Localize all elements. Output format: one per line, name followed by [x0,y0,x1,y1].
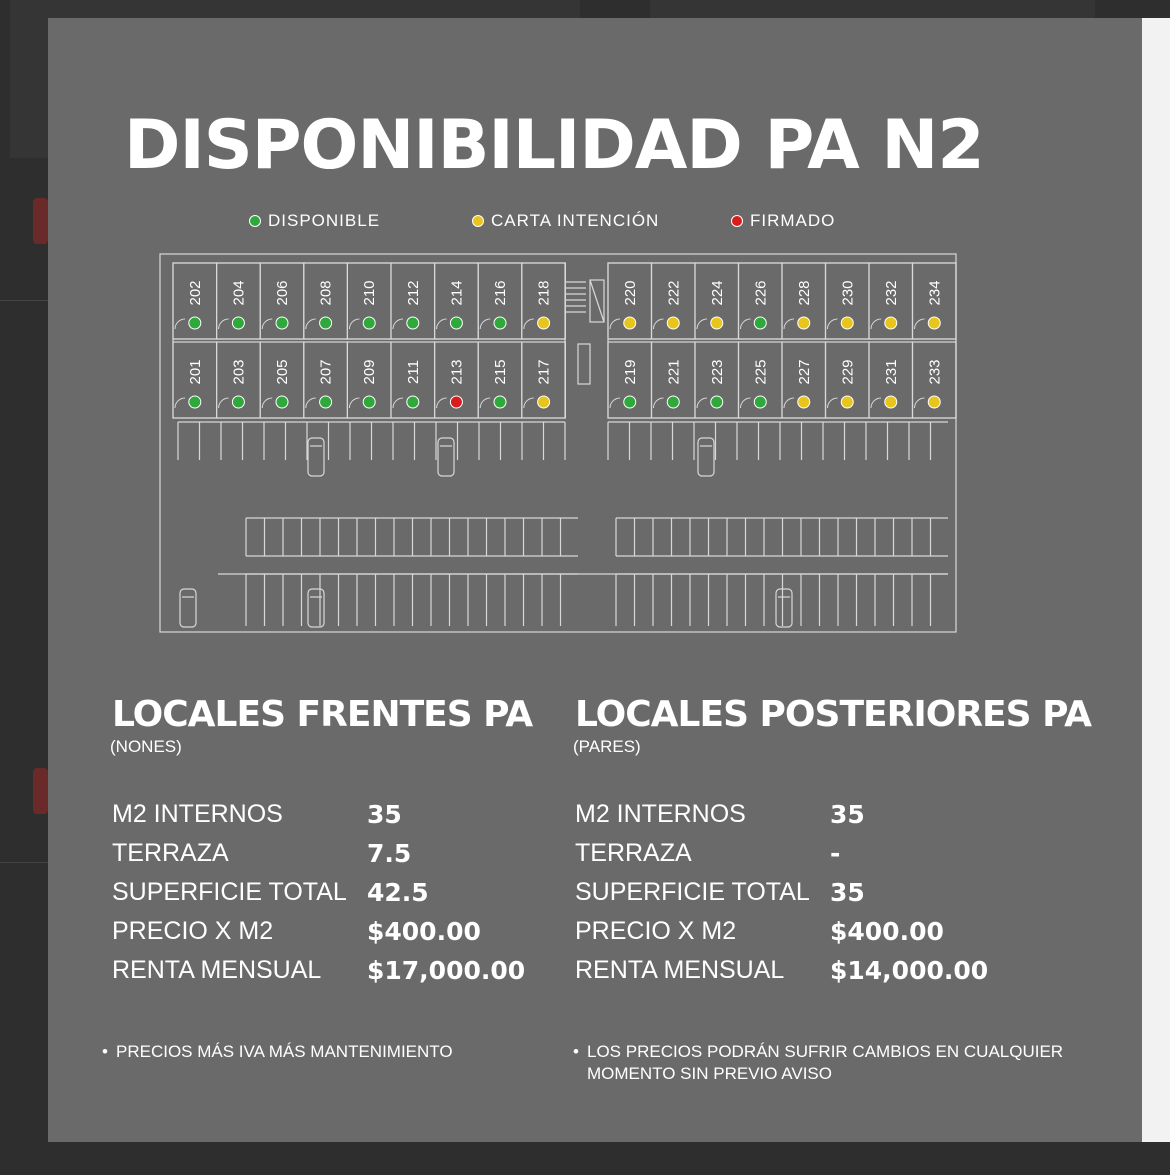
door-icon [915,398,925,408]
status-dot-disponible [232,317,244,329]
unit-229 [826,342,870,418]
door-icon [524,319,534,329]
car-icon [438,438,454,476]
door-icon [828,319,838,329]
unit-number: 233 [926,359,944,385]
status-dot-carta [667,317,679,329]
background-icon [33,768,48,814]
spec-label: TERRAZA [575,839,692,867]
car-icon [180,589,196,627]
background-panel [650,0,1095,18]
unit-218 [522,263,566,339]
status-dot-disponible [494,317,506,329]
status-dot-disponible [276,317,288,329]
door-icon [784,398,794,408]
door-icon [915,319,925,329]
spec-label: SUPERFICIE TOTAL [112,878,347,906]
unit-number: 222 [665,280,683,306]
unit-number: 211 [404,360,422,384]
door-icon [480,398,490,408]
unit-number: 216 [492,280,509,306]
unit-number: 206 [274,280,291,306]
unit-224 [695,263,739,339]
door-icon [741,398,751,408]
status-dot-carta [841,317,853,329]
poster-title: DISPONIBILIDAD PA N2 [124,106,984,185]
spec-value: 42.5 [367,878,429,907]
unit-number: 220 [621,280,639,306]
door-icon [349,398,359,408]
unit-208 [304,263,348,339]
door-icon [219,319,229,329]
door-icon [871,319,881,329]
status-dot-carta [624,317,636,329]
bullet-icon: • [102,1042,108,1061]
unit-232 [869,263,913,339]
unit-215 [478,342,522,418]
unit-225 [739,342,783,418]
car-icon [308,589,324,627]
unit-212 [391,263,435,339]
spec-value: $400.00 [367,917,481,946]
unit-number: 204 [230,280,248,306]
spec-value: $14,000.00 [830,956,989,985]
status-dot-carta [798,317,810,329]
unit-222 [652,263,696,339]
status-dot-carta [798,396,810,408]
unit-226 [739,263,783,339]
door-icon [697,398,707,408]
door-icon [175,398,185,408]
unit-number: 205 [274,359,291,385]
unit-211 [391,342,435,418]
door-icon [437,319,447,329]
left-section-subtitle: (NONES) [110,737,182,756]
door-icon [262,398,272,408]
legend-label: CARTA INTENCIÓN [491,211,660,230]
door-icon [654,319,664,329]
unit-number: 228 [795,280,813,306]
unit-number: 219 [621,359,639,385]
door-icon [741,319,751,329]
door-icon [871,398,881,408]
green-dot-icon [249,215,261,227]
unit-221 [652,342,696,418]
status-dot-carta [711,317,723,329]
door-icon [219,398,229,408]
door-icon [262,319,272,329]
parking-row-middle-right [616,518,948,556]
unit-219 [608,342,652,418]
status-dot-disponible [320,396,332,408]
unit-209 [347,342,391,418]
car-icon [308,438,324,476]
parking-row-middle-left [246,518,578,556]
door-icon [393,398,403,408]
spec-value: 7.5 [367,839,412,868]
spec-value: $17,000.00 [367,956,526,985]
unit-205 [260,342,304,418]
unit-number: 214 [448,280,466,306]
status-dot-disponible [363,317,375,329]
unit-number: 230 [839,280,857,306]
unit-number: 232 [882,280,900,306]
spec-value: - [830,839,841,868]
parking-row-upper-left [178,422,565,460]
unit-number: 226 [752,280,770,306]
door-icon [610,398,620,408]
unit-number: 225 [752,359,770,385]
unit-227 [782,342,826,418]
door-icon [349,319,359,329]
left-section-title: LOCALES FRENTES PA [112,694,533,735]
unit-201 [173,342,217,418]
spec-value: 35 [830,800,865,829]
status-dot-carta [885,396,897,408]
unit-number: 212 [404,280,422,306]
unit-210 [347,263,391,339]
legend-item-firmado [731,211,835,231]
unit-number: 227 [795,359,813,385]
unit-number: 224 [708,280,726,306]
door-icon [437,398,447,408]
background-divider [0,300,48,301]
unit-number: 208 [317,280,335,306]
unit-number: 210 [361,280,379,306]
spec-label: RENTA MENSUAL [575,956,785,984]
bullet-icon: • [573,1042,579,1061]
floor-plan [158,252,958,634]
legend-item-carta-intencion [472,211,659,231]
door-icon [393,319,403,329]
unit-231 [869,342,913,418]
red-dot-icon [731,215,743,227]
unit-number: 217 [535,359,553,385]
door-icon [610,319,620,329]
spec-value: 35 [830,878,865,907]
door-icon [306,398,316,408]
unit-233 [913,342,957,418]
status-dot-disponible [189,317,201,329]
unit-number: 218 [535,280,553,306]
unit-number: 234 [926,280,944,306]
spec-label: PRECIO X M2 [575,917,737,945]
status-dot-disponible [232,396,244,408]
status-dot-disponible [363,396,375,408]
status-dot-disponible [450,317,462,329]
spec-label: M2 INTERNOS [575,800,746,828]
unit-203 [217,342,261,418]
right-section-title: LOCALES POSTERIORES PA [575,694,1092,735]
unit-204 [217,263,261,339]
unit-number: 229 [839,359,857,385]
status-legend [48,211,1142,233]
right-note [573,1041,1077,1085]
unit-230 [826,263,870,339]
status-dot-carta [885,317,897,329]
door-icon [654,398,664,408]
car-icon [698,438,714,476]
status-dot-firmado [450,396,462,408]
status-dot-carta [538,317,550,329]
unit-214 [435,263,479,339]
background-icon [33,198,48,244]
door-icon [175,319,185,329]
background-scroll-area [1142,18,1170,1142]
status-dot-disponible [754,317,766,329]
unit-number: 207 [317,359,335,385]
unit-number: 231 [882,359,900,385]
status-dot-disponible [407,396,419,408]
background-divider [0,862,48,863]
unit-217 [522,342,566,418]
unit-216 [478,263,522,339]
parking-row-upper-right [608,422,948,460]
unit-number: 209 [361,359,379,385]
status-dot-carta [538,396,550,408]
yellow-dot-icon [472,215,484,227]
door-icon [306,319,316,329]
status-dot-disponible [189,396,201,408]
unit-number: 202 [186,280,204,306]
unit-number: 223 [708,359,726,385]
unit-number: 215 [492,359,509,385]
spec-label: TERRAZA [112,839,229,867]
plan-boundary [160,254,956,632]
spec-value: $400.00 [830,917,944,946]
left-note [102,1041,516,1063]
status-dot-disponible [407,317,419,329]
car-icon [776,589,792,627]
unit-223 [695,342,739,418]
spec-label: RENTA MENSUAL [112,956,322,984]
status-dot-disponible [320,317,332,329]
note-text: LOS PRECIOS PODRÁN SUFRIR CAMBIOS EN CUALQUIER MOMENTO SIN PREVIO AVISO [587,1042,1064,1083]
status-dot-disponible [754,396,766,408]
spec-value: 35 [367,800,402,829]
note-text: PRECIOS MÁS IVA MÁS MANTENIMIENTO [116,1042,453,1061]
door-icon [784,319,794,329]
legend-label: FIRMADO [750,211,836,230]
parking-row-lower-left [246,574,578,626]
unit-206 [260,263,304,339]
status-dot-disponible [494,396,506,408]
door-icon [697,319,707,329]
spec-label: PRECIO X M2 [112,917,274,945]
unit-207 [304,342,348,418]
status-dot-carta [928,396,940,408]
legend-item-disponible [249,211,380,231]
unit-213 [435,342,479,418]
status-dot-disponible [667,396,679,408]
status-dot-disponible [624,396,636,408]
door-icon [480,319,490,329]
unit-228 [782,263,826,339]
parking-row-lower-right [616,574,948,626]
spec-label: M2 INTERNOS [112,800,283,828]
unit-number: 203 [230,359,248,385]
unit-202 [173,263,217,339]
unit-number: 201 [186,359,204,385]
unit-number: 213 [448,359,466,385]
door-icon [828,398,838,408]
spec-label: SUPERFICIE TOTAL [575,878,810,906]
status-dot-disponible [711,396,723,408]
stairs-icon [566,280,604,322]
status-dot-disponible [276,396,288,408]
unit-number: 221 [665,359,683,385]
elevator-icon [578,344,590,384]
door-icon [524,398,534,408]
unit-220 [608,263,652,339]
right-section-subtitle: (PARES) [573,737,641,756]
availability-poster [48,18,1142,1142]
unit-234 [913,263,957,339]
status-dot-carta [928,317,940,329]
status-dot-carta [841,396,853,408]
legend-label: DISPONIBLE [268,211,381,230]
